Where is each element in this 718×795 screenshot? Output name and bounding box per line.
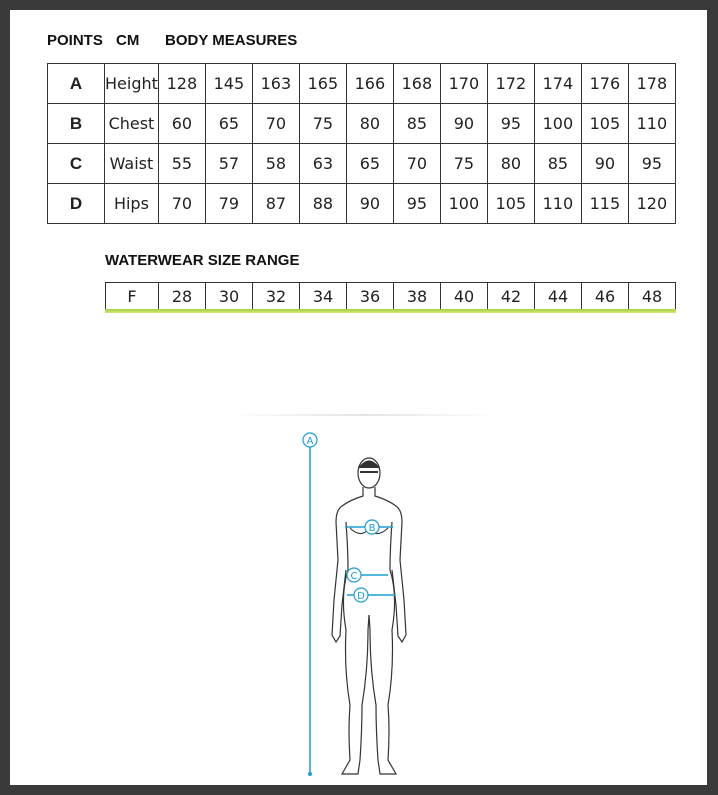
svg-text:C: C (350, 571, 358, 582)
points-heading: POINTS (47, 32, 103, 49)
size-value: 34 (300, 283, 347, 310)
measure-row-chest (48, 104, 676, 144)
measure-value: 65 (346, 144, 393, 184)
measure-value: 87 (252, 184, 299, 224)
height-marker (303, 433, 317, 776)
point-letter: D (48, 184, 105, 224)
measure-value: 120 (628, 184, 675, 224)
measure-label: Waist (105, 144, 159, 184)
measure-value: 75 (299, 104, 346, 144)
measure-value: 75 (440, 144, 487, 184)
size-range-table (105, 282, 676, 309)
measure-value: 57 (205, 144, 252, 184)
measure-value: 88 (299, 184, 346, 224)
measure-value: 85 (393, 104, 440, 144)
measure-value: 60 (158, 104, 205, 144)
measure-value: 95 (393, 184, 440, 224)
measure-row-waist (48, 144, 676, 184)
size-value: 36 (347, 283, 394, 310)
body-outline (332, 458, 406, 774)
size-range-label: F (106, 283, 159, 310)
measure-value: 174 (534, 64, 581, 104)
chest-marker (345, 520, 393, 534)
size-value: 48 (629, 283, 676, 310)
measure-value: 128 (158, 64, 205, 104)
measure-value: 70 (393, 144, 440, 184)
measure-value: 90 (581, 144, 628, 184)
measure-label: Height (105, 64, 159, 104)
measure-value: 90 (346, 184, 393, 224)
measure-value: 168 (393, 64, 440, 104)
point-letter: C (48, 144, 105, 184)
point-letter: B (48, 104, 105, 144)
measure-value: 63 (299, 144, 346, 184)
size-value: 30 (206, 283, 253, 310)
measure-value: 110 (534, 184, 581, 224)
measure-value: 178 (628, 64, 675, 104)
size-value: 42 (488, 283, 535, 310)
measure-value: 85 (534, 144, 581, 184)
measure-value: 70 (252, 104, 299, 144)
measure-value: 95 (487, 104, 534, 144)
measure-value: 55 (158, 144, 205, 184)
measure-value: 80 (487, 144, 534, 184)
size-range-accent-bar (105, 309, 676, 313)
body-measures-table (47, 63, 676, 224)
size-value: 28 (159, 283, 206, 310)
body-measurement-figure (290, 430, 430, 780)
hips-marker (347, 588, 395, 602)
waist-marker (347, 568, 388, 582)
measure-value: 110 (628, 104, 675, 144)
measure-value: 65 (205, 104, 252, 144)
size-range-heading: WATERWEAR SIZE RANGE (105, 252, 300, 269)
measure-value: 70 (158, 184, 205, 224)
svg-text:B: B (368, 523, 376, 534)
measure-value: 170 (440, 64, 487, 104)
size-value: 32 (253, 283, 300, 310)
measure-value: 95 (628, 144, 675, 184)
measure-row-hips (48, 184, 676, 224)
divider (228, 414, 498, 416)
size-value: 40 (441, 283, 488, 310)
unit-heading: CM (116, 32, 140, 49)
size-chart-page (10, 10, 707, 785)
point-letter: A (48, 64, 105, 104)
measure-value: 58 (252, 144, 299, 184)
size-value: 44 (535, 283, 582, 310)
measure-value: 100 (534, 104, 581, 144)
measure-value: 165 (299, 64, 346, 104)
measure-value: 163 (252, 64, 299, 104)
measure-row-height (48, 64, 676, 104)
measure-value: 105 (487, 184, 534, 224)
measure-value: 176 (581, 64, 628, 104)
size-value: 46 (582, 283, 629, 310)
measure-value: 172 (487, 64, 534, 104)
measure-value: 105 (581, 104, 628, 144)
measure-label: Hips (105, 184, 159, 224)
svg-text:D: D (357, 591, 365, 602)
measure-value: 115 (581, 184, 628, 224)
measure-value: 90 (440, 104, 487, 144)
measure-value: 79 (205, 184, 252, 224)
measure-value: 80 (346, 104, 393, 144)
body-measures-heading: BODY MEASURES (165, 32, 298, 49)
size-value: 38 (394, 283, 441, 310)
measure-value: 145 (205, 64, 252, 104)
measure-value: 166 (346, 64, 393, 104)
measure-value: 100 (440, 184, 487, 224)
svg-text:A: A (306, 436, 314, 447)
measure-label: Chest (105, 104, 159, 144)
